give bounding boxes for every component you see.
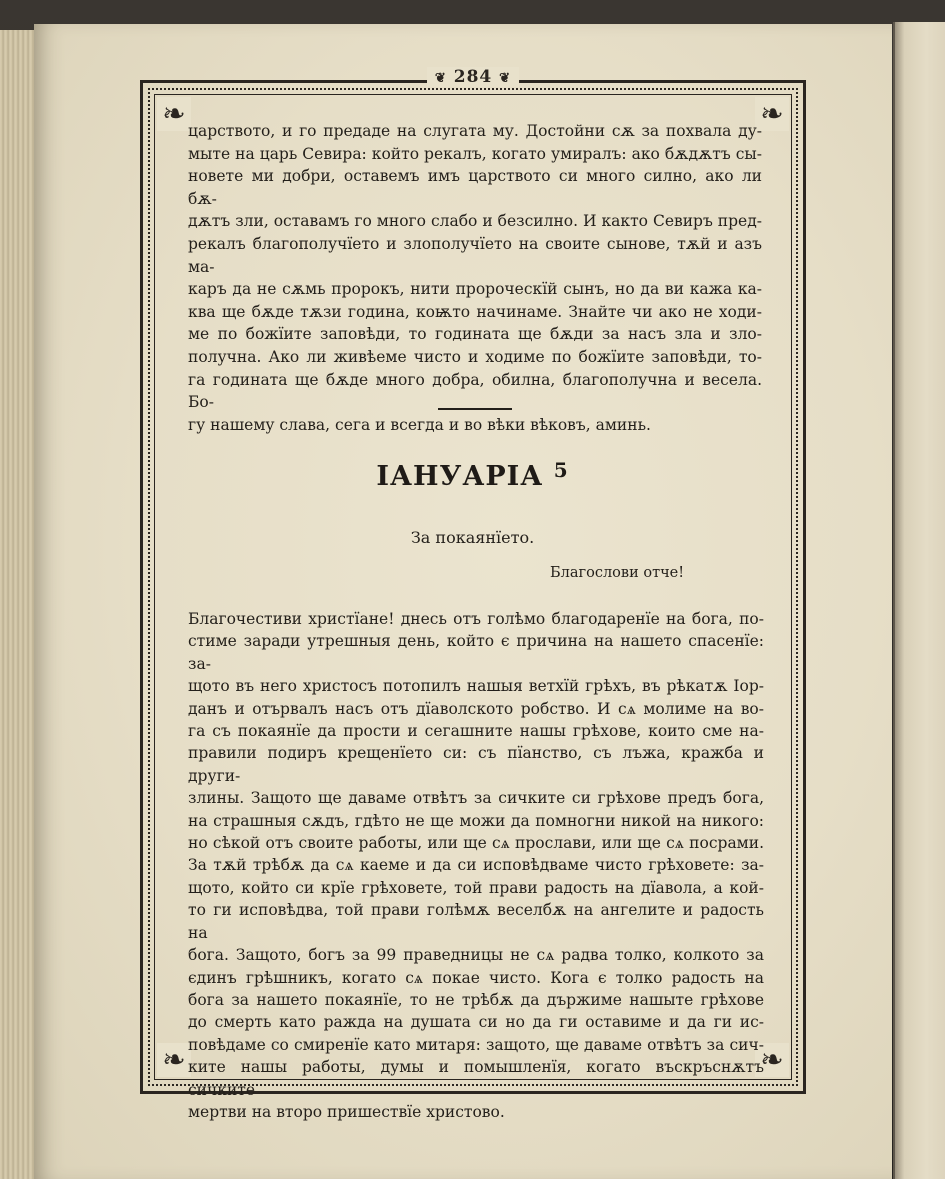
text-line: бога за нашето покаянїе, то не трѣбѫ да държиме нашыте грѣхове	[188, 990, 764, 1009]
text-line: повѣдаме со смиренїе като митаря: защото, ще даваме отвѣтъ за сич-	[188, 1035, 764, 1054]
section-heading	[0, 458, 945, 492]
heading-title: IАНУАРIА	[376, 461, 544, 492]
text-line: мертви на второ пришествїе христово.	[188, 1102, 505, 1121]
page-number: 284	[453, 67, 493, 87]
text-line: ките нашы работы, думы и помышленїя, когато въскръснѫтъ сичките	[188, 1058, 764, 1099]
text-line: га годината ще бѫде много добра, обилна, благополучна и весела. Бо-	[188, 370, 762, 412]
section-divider	[438, 408, 512, 410]
text-line: щото, който си крїе грѣховете, той прави радость на дїавола, а кой-	[188, 878, 764, 897]
text-line: бога. Защото, богъ за 99 праведницы не сѧ радва толко, колкото за	[188, 946, 764, 965]
heading-day-number: 5	[553, 458, 569, 482]
text-line: до смерть като ражда на душата си но да ги оставиме и да ги ис-	[188, 1013, 764, 1032]
text-line: ква ще бѫде тѫзи година, коѭто начинаме. Знайте чи ако не ходи-	[188, 302, 762, 321]
leaf-ornament-left-icon: ❦	[434, 71, 447, 86]
text-line: царството, и го предаде на слугата му. Достойни сѫ за похвала ду-	[188, 122, 762, 140]
text-line: новете ми добри, оставемъ имъ царството си много силно, ако ли бѫ-	[188, 167, 762, 208]
corner-ornament-icon: ❧	[157, 1043, 191, 1077]
text-line: га съ покаянїе да прости и сегашните нашы грѣхове, които сме на-	[188, 722, 764, 741]
text-line: ме по божїите заповѣди, то годината ще бѫди за насъ зла и зло-	[188, 325, 762, 344]
text-line: злины. Защото ще даваме отвѣтъ за сичките си грѣхове предъ бога,	[188, 789, 764, 808]
text-line: За тѫй трѣбѫ да сѧ каеме и да си исповѣдваме чисто грѣховете: за-	[188, 856, 764, 875]
text-line: єдинъ грѣшникъ, когато сѧ покае чисто. Кога є толко радость на	[188, 968, 764, 987]
leaf-ornament-right-icon: ❦	[499, 71, 512, 86]
text-line: стиме заради утрешныя день, който є причина на нашето спасенїе: за-	[188, 632, 764, 673]
text-line: то ги исповѣдва, той прави голѣмѫ веселбѫ на ангелите и радость на	[188, 901, 764, 942]
text-line: щото въ него христосъ потопилъ нашыя ветхїй грѣхъ, въ рѣкатѫ Іор-	[188, 677, 764, 696]
paragraph-continuation	[188, 120, 762, 436]
text-line: гу нашему слава, сега и всегда и во вѣки вѣковъ, аминь.	[188, 415, 651, 434]
text-line: правили подиръ крещенїето си: съ пїанство, съ лъжа, кражба и други-	[188, 744, 764, 785]
page-number-block	[427, 67, 519, 87]
corner-ornament-icon: ❧	[755, 97, 789, 131]
text-line: мыте на царь Севира: който рекалъ, когато умиралъ: ако бѫдѫтъ сы-	[188, 144, 762, 163]
text-line: рекалъ благополучїето и злополучїето на своите сынове, тѫй и азъ ма-	[188, 234, 762, 276]
text-line: но сѣкой отъ своите работы, или ще сѧ прослави, или ще сѧ посрами.	[188, 834, 764, 853]
text-line: данъ и отървалъ насъ отъ дїаволското робство. И сѧ молиме на во-	[188, 699, 764, 718]
corner-ornament-icon: ❧	[157, 97, 191, 131]
sermon-subtitle: За покаянїето.	[410, 528, 535, 547]
text-line: получна. Ако ли живѣеме чисто и ходиме по божїите заповѣди, то-	[188, 347, 762, 366]
page-header	[143, 67, 803, 87]
text-line: дѫтъ зли, оставамъ го много слабо и безсилно. И както Севиръ пред-	[188, 212, 762, 231]
blessing-line: Благослови отче!	[550, 565, 685, 581]
text-line: каръ да не сѫмь пророкъ, нити пророческїй сынъ, но да ви кажа ка-	[188, 280, 762, 299]
text-line: Благочестиви христїане! днесь отъ голѣмо благодаренїе на бога, по-	[188, 610, 764, 628]
text-line: на страшныя сѫдъ, гдѣто не ще можи да помногни никой на никого:	[188, 811, 764, 830]
adjacent-page	[893, 22, 945, 1179]
corner-ornament-icon: ❧	[755, 1043, 789, 1077]
sermon-body	[188, 608, 764, 1123]
